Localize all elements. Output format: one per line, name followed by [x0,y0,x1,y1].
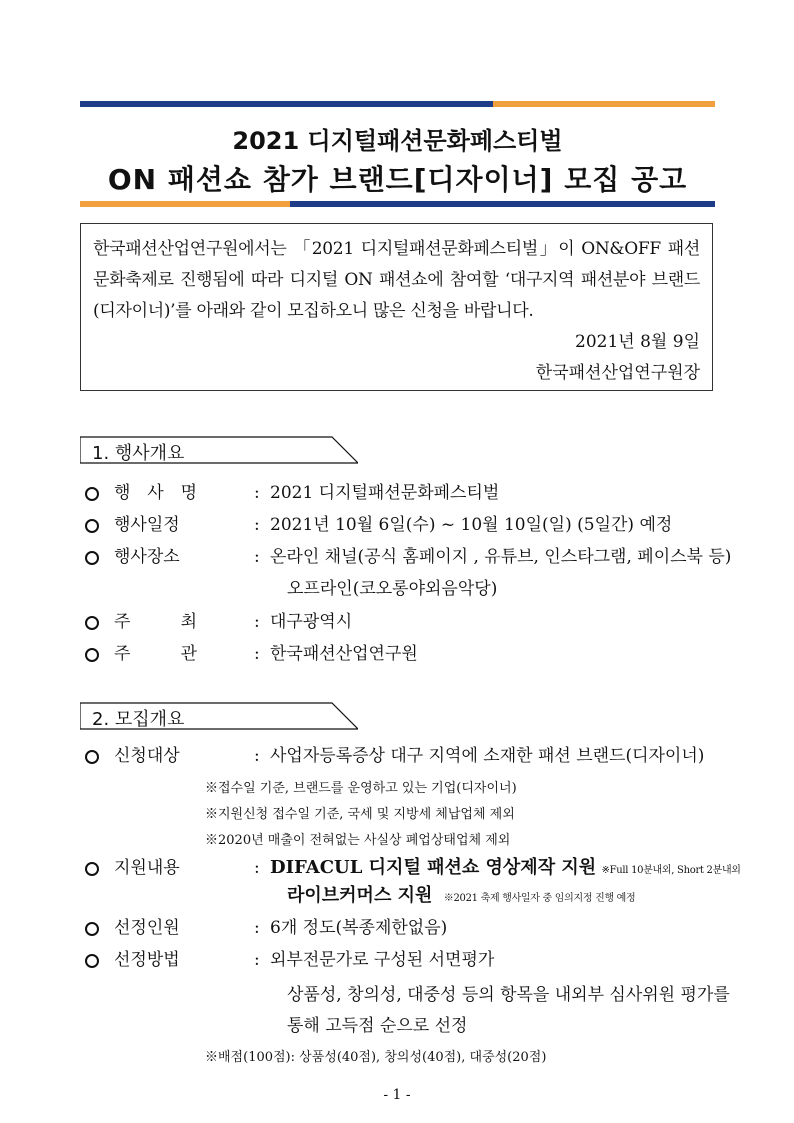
top-rule [80,101,715,107]
support-value-2-note: ※2021 축제 행사일자 중 임의지정 진행 예정 [443,893,636,904]
method-value-3: 통해 고득점 순으로 선정 [287,1016,468,1036]
support-value-note: ※Full 10분내외, Short 2분내외 [601,865,741,876]
notice-paragraph: 한국패션산업연구원에서는 「2021 디지털패션문화페스티벌」이 ON&OFF 패션문화축제로 진행됨에 따라 디지털 ON 패션쇼에 참여할 ‘대구지역 패션분야 브랜드(디자이너)’를 아래와 같이 모집하오니 많은 신청을 바랍니다. [93,239,700,321]
organizer-row: 주 관 : 한국패션산업연구원 [80,641,720,667]
host-value: 대구광역시 [270,612,353,632]
section-1-heading [80,436,358,464]
host-label: 주 최 [114,612,197,632]
title-line-1: 2021 디지털패션문화페스티벌 [232,127,563,155]
event-schedule-value: 2021년 10월 6일(수) ~ 10월 10일(일) (5일간) 예정 [270,515,673,535]
target-note-3: ※2020년 매출이 전혀없는 사실상 폐업상태업체 제외 [205,833,511,848]
target-row: 신청대상 : 사업자등록증상 대구 지역에 소재한 패션 브랜드(디자이너) [80,743,720,769]
notice-box [80,223,713,391]
circle-bullet-icon [85,648,99,662]
event-venue-label: 행사장소 [114,547,180,567]
target-value: 사업자등록증상 대구 지역에 소재한 패션 브랜드(디자이너) [270,746,705,766]
method-value: 외부전문가로 구성된 서면평가 [270,950,495,970]
event-venue-row-2 [80,576,720,602]
support-value-2 [287,883,635,912]
event-schedule-label: 행사일정 [114,515,180,535]
circle-bullet-icon [85,954,99,968]
method-row-2 [80,982,730,1008]
method-label: 선정방법 [114,950,180,970]
circle-bullet-icon [85,519,99,533]
support-value-2-bold: 라이브커머스 지원 [287,885,433,906]
event-venue-value: 온라인 채널(공식 홈페이지 , 유튜브, 인스타그램, 페이스북 등) [270,547,732,567]
event-schedule-row: 행사일정 : 2021년 10월 6일(수) ~ 10월 10일(일) (5일간) 예정 [80,512,720,538]
event-name-label: 행 사 명 [114,483,197,503]
host-row: 주 최 : 대구광역시 [80,609,720,635]
title-line-2: ON 패션쇼 참가 브랜드[디자이너] 모집 공고 [107,163,688,196]
circle-bullet-icon [85,750,99,764]
event-name-row: 행 사 명 : 2021 디지털패션문화페스티벌 [80,480,720,506]
section-2-title: 2. 모집개요 [92,709,185,730]
circle-bullet-icon [85,862,99,876]
target-note-1: ※접수일 기준, 브랜드를 운영하고 있는 기업(디자이너) [205,781,517,796]
count-label: 선정인원 [114,918,180,938]
circle-bullet-icon [85,487,99,501]
method-row-3 [80,1013,720,1039]
count-row: 선정인원 : 6개 정도(복종제한없음) [80,915,720,941]
count-value: 6개 정도(복종제한없음) [270,918,448,938]
organizer-value: 한국패션산업연구원 [270,644,418,664]
page-number: - 1 - [383,1087,411,1103]
circle-bullet-icon [85,551,99,565]
circle-bullet-icon [85,922,99,936]
support-label: 지원내용 [114,858,180,878]
notice-signature: 한국패션산업연구원장 [535,363,700,383]
notice-date: 2021년 8월 9일 [575,332,700,352]
method-value-2: 상품성, 창의성, 대중성 등의 항목을 내외부 심사위원 평가를 [287,985,730,1005]
target-note-2: ※지원신청 접수일 기준, 국세 및 지방세 체납업체 제외 [205,807,515,822]
bottom-rule [80,201,715,207]
method-note: ※배점(100점): 상품성(40점), 창의성(40점), 대중성(20점) [205,1050,547,1065]
event-venue-value-2: 오프라인(코오롱야외음악당) [287,579,498,599]
support-row: 지원내용 : DIFACUL 디지털 패션쇼 영상제작 지원 ※Full 10분내외, Short 2분내외 [80,855,720,881]
organizer-label: 주 관 [114,644,197,664]
support-row-2 [80,883,720,909]
circle-bullet-icon [85,616,99,630]
support-value-bold: DIFACUL 디지털 패션쇼 영상제작 지원 [270,857,597,878]
target-label: 신청대상 [114,746,180,766]
support-value [270,855,741,884]
method-row: 선정방법 : 외부전문가로 구성된 서면평가 [80,947,720,973]
event-venue-row: 행사장소 : 온라인 채널(공식 홈페이지 , 유튜브, 인스타그램, 페이스북 등) [80,544,720,570]
event-name-value: 2021 디지털패션문화페스티벌 [270,483,500,503]
section-1-title: 1. 행사개요 [92,443,185,464]
section-2-heading [80,702,358,730]
